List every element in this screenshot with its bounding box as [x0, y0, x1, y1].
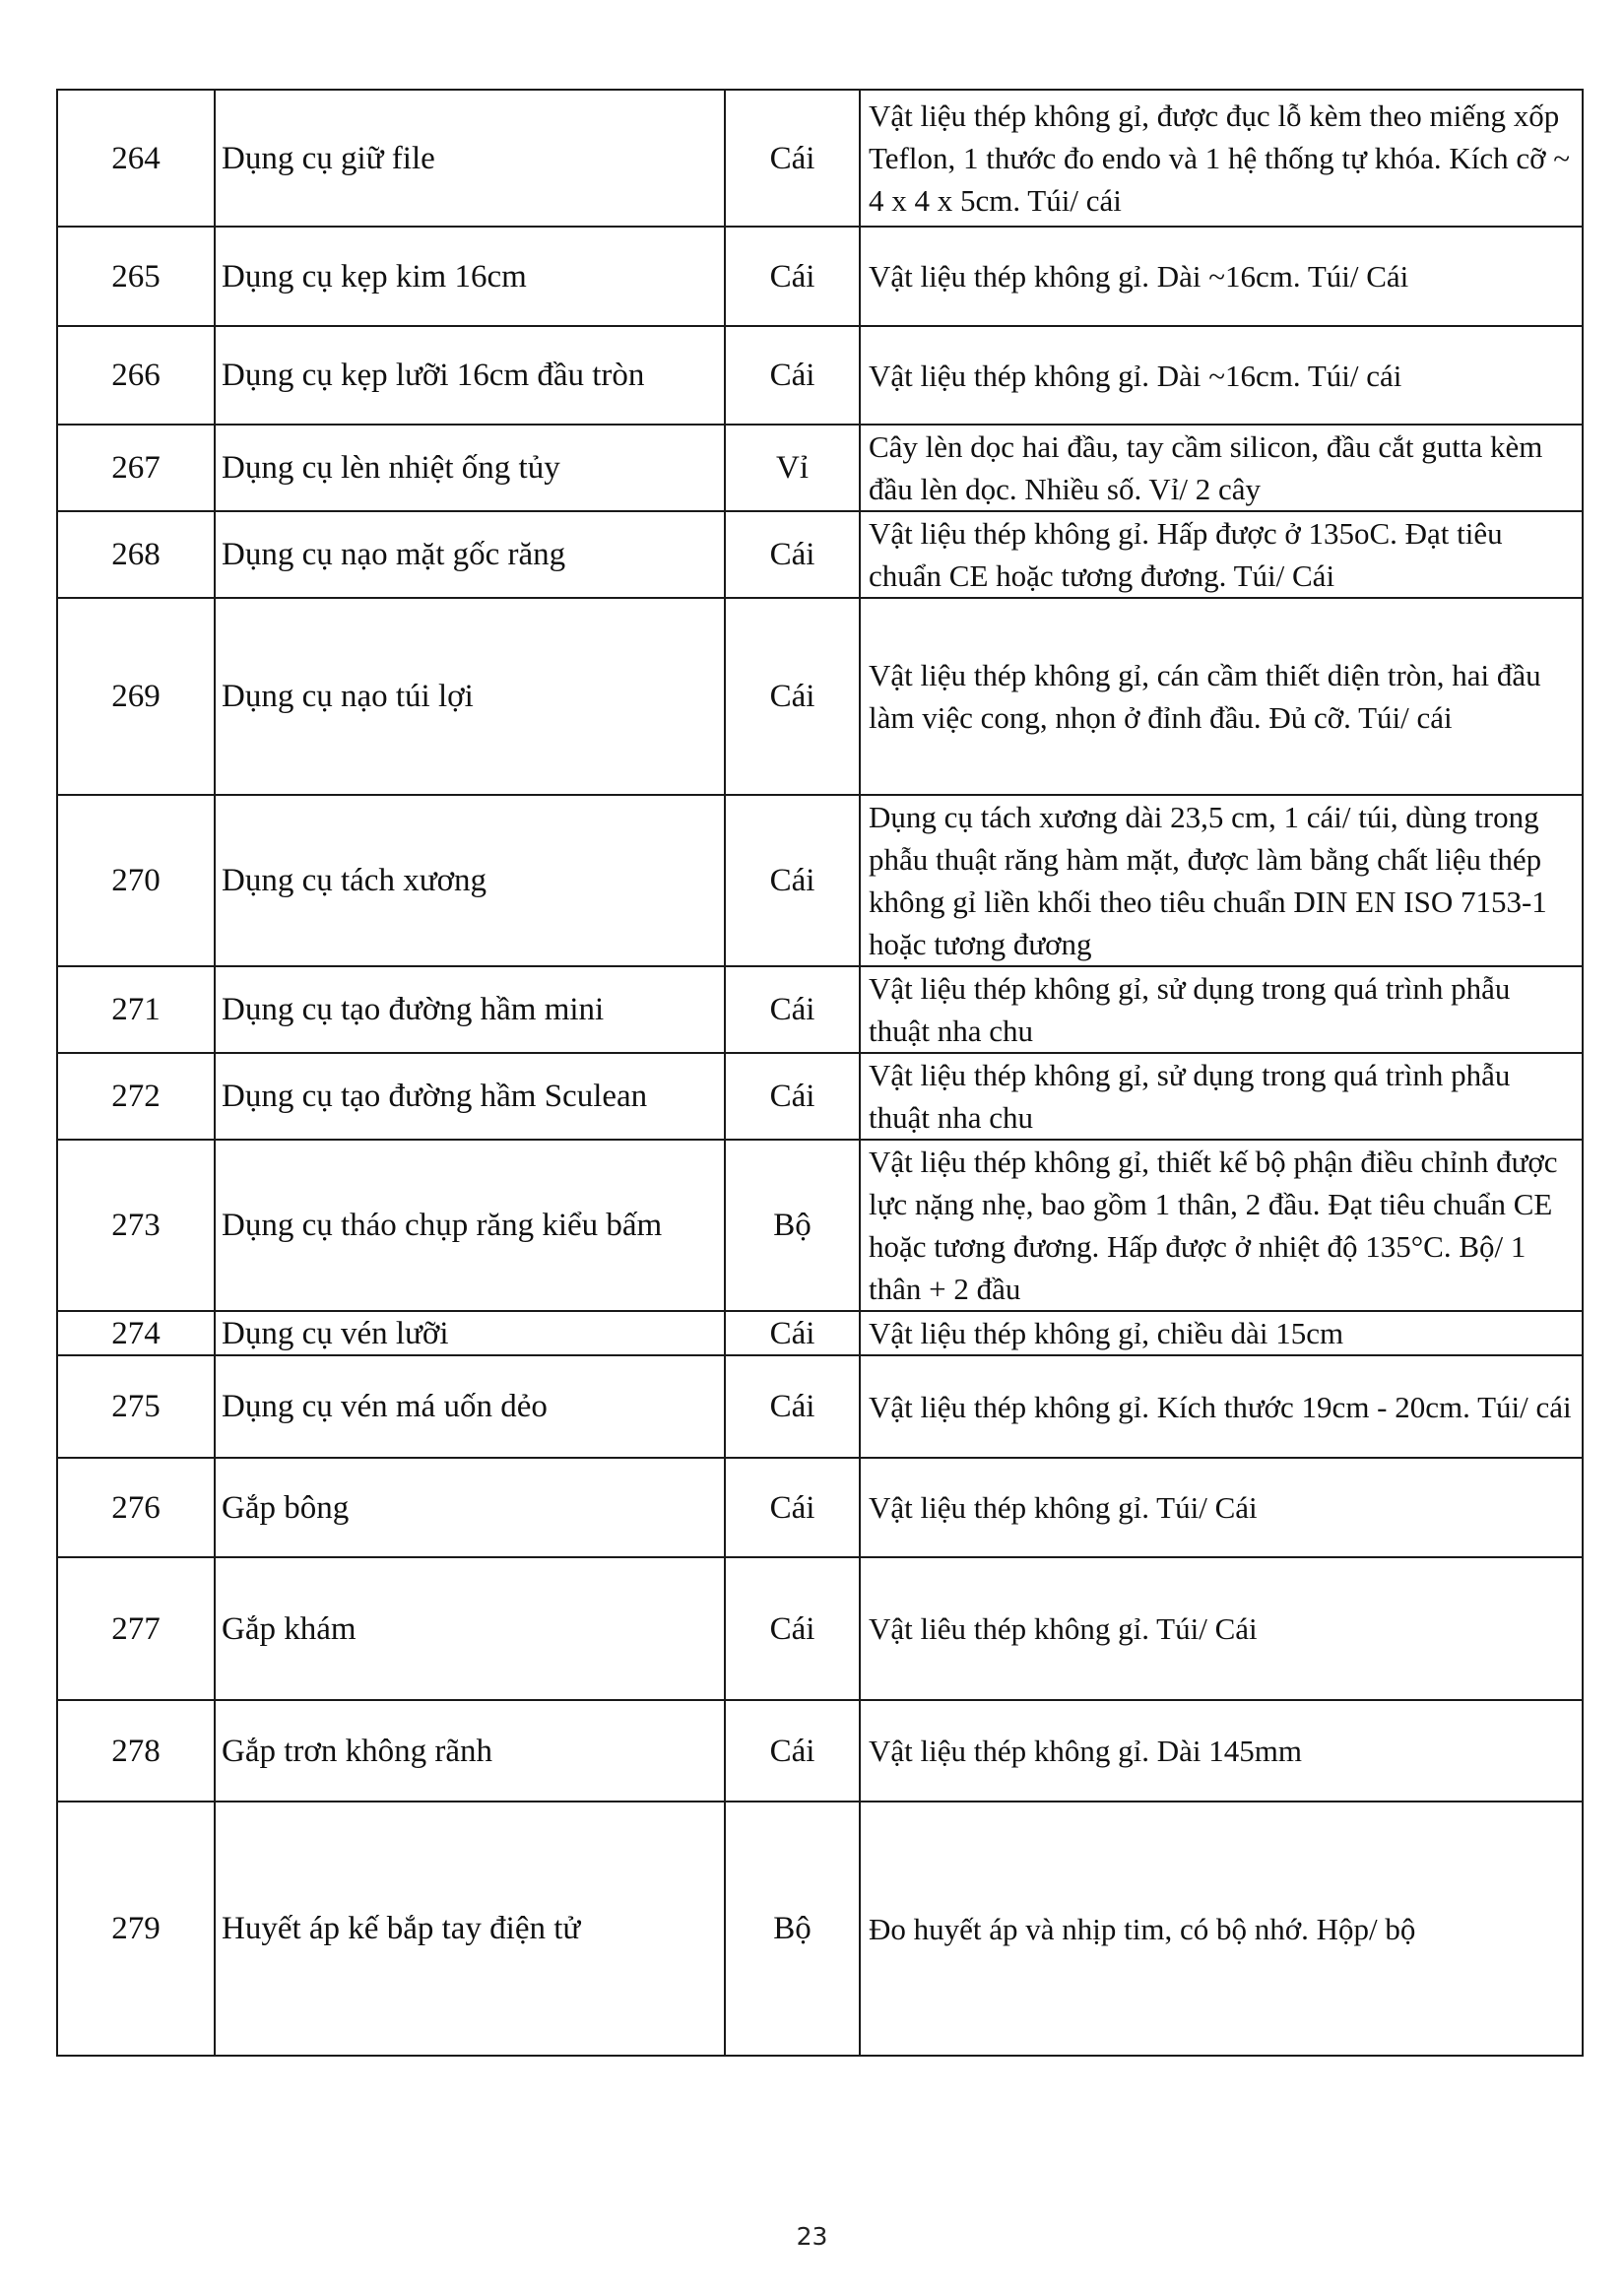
table-row	[57, 1557, 1583, 1700]
table-row	[57, 511, 1583, 598]
row-number: 273	[57, 1140, 215, 1311]
item-unit: Cái	[725, 1700, 860, 1802]
table-row	[57, 1053, 1583, 1140]
equipment-table	[56, 89, 1584, 2057]
item-name: Dụng cụ vén lưỡi	[215, 1311, 725, 1355]
table-row	[57, 1458, 1583, 1557]
item-description: Vật liệu thép không gỉ. Dài 145mm	[860, 1700, 1583, 1802]
item-name: Gắp khám	[215, 1557, 725, 1700]
table-row	[57, 227, 1583, 326]
item-unit: Cái	[725, 511, 860, 598]
item-unit: Cái	[725, 1458, 860, 1557]
table-row	[57, 1700, 1583, 1802]
item-name: Dụng cụ tháo chụp răng kiểu bấm	[215, 1140, 725, 1311]
row-number: 264	[57, 90, 215, 227]
row-number: 269	[57, 598, 215, 795]
item-name: Dụng cụ kẹp kim 16cm	[215, 227, 725, 326]
item-unit: Cái	[725, 1311, 860, 1355]
item-name: Dụng cụ tạo đường hầm mini	[215, 966, 725, 1053]
item-description: Vật liệu thép không gỉ. Hấp được ở 135oC. Đạt tiêu chuẩn CE hoặc tương đương. Túi/ Cái	[860, 511, 1583, 598]
page-number: 23	[796, 2222, 828, 2251]
item-description: Cây lèn dọc hai đầu, tay cầm silicon, đầu cắt gutta kèm đầu lèn dọc. Nhiều số. Vỉ/ 2 cây	[860, 425, 1583, 511]
table-row	[57, 795, 1583, 966]
item-description: Vật liệu thép không gỉ, được đục lỗ kèm theo miếng xốp Teflon, 1 thước đo endo và 1 hệ thống tự khóa. Kích cỡ ~ 4 x 4 x 5cm. Túi/ cái	[860, 90, 1583, 227]
row-number: 274	[57, 1311, 215, 1355]
item-name: Dụng cụ tạo đường hầm Sculean	[215, 1053, 725, 1140]
item-unit: Cái	[725, 1355, 860, 1458]
item-name: Dụng cụ nạo mặt gốc răng	[215, 511, 725, 598]
row-number: 278	[57, 1700, 215, 1802]
item-unit: Cái	[725, 227, 860, 326]
table-row	[57, 1802, 1583, 2056]
item-unit: Cái	[725, 90, 860, 227]
table-row	[57, 90, 1583, 227]
item-unit: Cái	[725, 1557, 860, 1700]
item-name: Dụng cụ kẹp lưỡi 16cm đầu tròn	[215, 326, 725, 425]
item-description: Dụng cụ tách xương dài 23,5 cm, 1 cái/ túi, dùng trong phẫu thuật răng hàm mặt, được làm bằng chất liệu thép không gỉ liền khối theo tiêu chuẩn DIN EN ISO 7153-1 hoặc tương đương	[860, 795, 1583, 966]
item-description: Vật liệu thép không gỉ, chiều dài 15cm	[860, 1311, 1583, 1355]
row-number: 271	[57, 966, 215, 1053]
item-name: Gắp bông	[215, 1458, 725, 1557]
item-description: Vật liệu thép không gỉ. Dài ~16cm. Túi/ Cái	[860, 227, 1583, 326]
item-unit: Cái	[725, 795, 860, 966]
item-unit: Cái	[725, 966, 860, 1053]
item-description: Vật liệu thép không gỉ. Kích thước 19cm - 20cm. Túi/ cái	[860, 1355, 1583, 1458]
row-number: 265	[57, 227, 215, 326]
item-unit: Bộ	[725, 1802, 860, 2056]
row-number: 276	[57, 1458, 215, 1557]
row-number: 266	[57, 326, 215, 425]
item-unit: Vỉ	[725, 425, 860, 511]
item-name: Dụng cụ giữ file	[215, 90, 725, 227]
item-description: Vật liệu thép không gỉ, cán cầm thiết diện tròn, hai đầu làm việc cong, nhọn ở đỉnh đầu. Đủ cỡ. Túi/ cái	[860, 598, 1583, 795]
item-description: Vật liệu thép không gỉ, sử dụng trong quá trình phẫu thuật nha chu	[860, 966, 1583, 1053]
row-number: 272	[57, 1053, 215, 1140]
item-unit: Cái	[725, 326, 860, 425]
item-description: Vật liệu thép không gỉ. Túi/ Cái	[860, 1458, 1583, 1557]
table-row	[57, 1140, 1583, 1311]
item-name: Dụng cụ vén má uốn dẻo	[215, 1355, 725, 1458]
item-name: Dụng cụ nạo túi lợi	[215, 598, 725, 795]
row-number: 268	[57, 511, 215, 598]
row-number: 270	[57, 795, 215, 966]
row-number: 267	[57, 425, 215, 511]
table-row	[57, 966, 1583, 1053]
item-name: Dụng cụ tách xương	[215, 795, 725, 966]
row-number: 275	[57, 1355, 215, 1458]
item-description: Vật liệu thép không gỉ, sử dụng trong quá trình phẫu thuật nha chu	[860, 1053, 1583, 1140]
item-name: Gắp trơn không rãnh	[215, 1700, 725, 1802]
item-description: Vật liêu thép không gỉ. Túi/ Cái	[860, 1557, 1583, 1700]
row-number: 277	[57, 1557, 215, 1700]
row-number: 279	[57, 1802, 215, 2056]
item-description: Vật liệu thép không gỉ. Dài ~16cm. Túi/ cái	[860, 326, 1583, 425]
table-row	[57, 1311, 1583, 1355]
item-description: Vật liệu thép không gỉ, thiết kế bộ phận điều chỉnh được lực nặng nhẹ, bao gồm 1 thân, 2 đầu. Đạt tiêu chuẩn CE hoặc tương đương. Hấp được ở nhiệt độ 135°C. Bộ/ 1 thân + 2 đầu	[860, 1140, 1583, 1311]
item-description: Đo huyết áp và nhịp tim, có bộ nhớ. Hộp/ bộ	[860, 1802, 1583, 2056]
table-row	[57, 326, 1583, 425]
item-unit: Cái	[725, 598, 860, 795]
item-unit: Cái	[725, 1053, 860, 1140]
item-unit: Bộ	[725, 1140, 860, 1311]
table-row	[57, 598, 1583, 795]
item-name: Huyết áp kế bắp tay điện tử	[215, 1802, 725, 2056]
table-row	[57, 425, 1583, 511]
item-name: Dụng cụ lèn nhiệt ống tủy	[215, 425, 725, 511]
table-row	[57, 1355, 1583, 1458]
